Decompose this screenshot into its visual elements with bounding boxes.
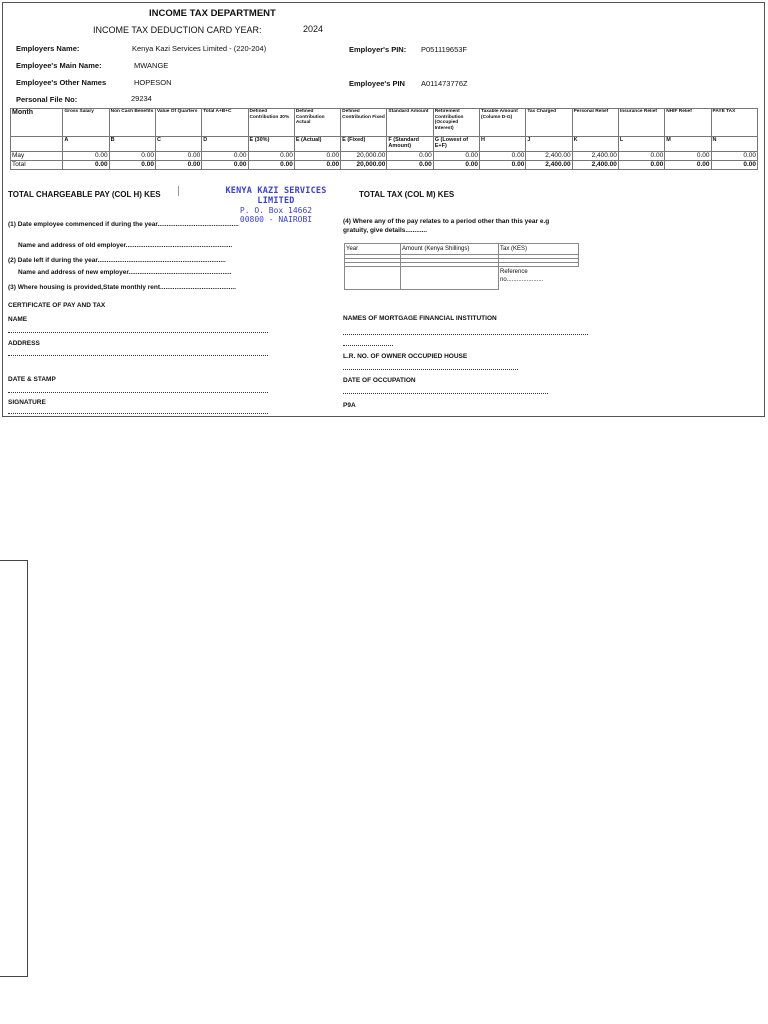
other-period-note: (4) Where any of the pay relates to a period other than this year e.g bbox=[343, 218, 550, 225]
date-occupation-label: DATE OF OCCUPATION bbox=[343, 377, 416, 384]
total-tax-label: TOTAL TAX (COL M) KES bbox=[359, 190, 455, 199]
total-cell: 0.00 bbox=[155, 161, 201, 170]
col-header-month: Month bbox=[11, 109, 63, 137]
cell: 0.00 bbox=[433, 152, 479, 161]
total-cell: 0.00 bbox=[109, 161, 155, 170]
reference-cell bbox=[499, 267, 579, 290]
date-occupation-line bbox=[343, 393, 548, 394]
col-header: Defined Contribution Actual bbox=[294, 109, 340, 137]
lr-no-label: L.R. NO. OF OWNER OCCUPIED HOUSE bbox=[343, 353, 468, 360]
col-header: NHIF Relief bbox=[665, 109, 711, 137]
date-left-field: (2) Date left if during the year....................................................................... bbox=[8, 257, 226, 264]
total-cell: 0.00 bbox=[248, 161, 294, 170]
card-title: INCOME TAX DEDUCTION CARD YEAR: bbox=[93, 25, 262, 35]
employer-name-value: Kenya Kazi Services Limited - (220-204) bbox=[132, 44, 267, 53]
stamp-line-1: KENYA KAZI SERVICES LIMITED bbox=[225, 186, 327, 206]
col-letter: E (Fixed) bbox=[341, 137, 387, 152]
personal-file-no-value: 29234 bbox=[131, 94, 152, 103]
cell: 0.00 bbox=[387, 152, 433, 161]
employer-pin-label: Employer's PIN: bbox=[349, 45, 407, 54]
tax-deduction-card bbox=[2, 2, 765, 417]
other-period-header bbox=[345, 244, 579, 255]
total-cell: 2,400.00 bbox=[526, 161, 572, 170]
mortgage-institution-label: NAMES OF MORTGAGE FINANCIAL INSTITUTION bbox=[343, 315, 497, 322]
total-cell: 0.00 bbox=[618, 161, 664, 170]
col-header: Gross Salary bbox=[63, 109, 109, 137]
name-line bbox=[8, 332, 268, 333]
housing-rent-field: (3) Where housing is provided,State monthly rent.......................................... bbox=[8, 284, 236, 291]
employee-main-name-label: Employee's Main Name: bbox=[16, 61, 102, 70]
stamp-line-3: 00800 - NAIROBI bbox=[239, 215, 313, 224]
employee-main-name-value: MWANGE bbox=[134, 61, 169, 70]
col-letter: K bbox=[572, 137, 618, 152]
signature-label: SIGNATURE bbox=[8, 399, 46, 406]
col-header: Non Cash Benefits bbox=[109, 109, 155, 137]
total-cell: 0.00 bbox=[665, 161, 711, 170]
total-cell: 0.00 bbox=[480, 161, 526, 170]
employer-pin-value: P051119653F bbox=[421, 45, 468, 54]
cell: 0.00 bbox=[618, 152, 664, 161]
total-cell: 0.00 bbox=[63, 161, 109, 170]
total-chargeable-pay-label: TOTAL CHARGEABLE PAY (COL H) KES bbox=[8, 190, 161, 199]
cell: 0.00 bbox=[63, 152, 109, 161]
cell: 0.00 bbox=[480, 152, 526, 161]
col-header: Defined Contribution Fixed bbox=[341, 109, 387, 137]
date-stamp-label: DATE & STAMP bbox=[8, 376, 56, 383]
total-label: Total bbox=[11, 161, 63, 170]
employee-pin-value: A011473776Z bbox=[421, 79, 468, 88]
col-letter: E (30%) bbox=[248, 137, 294, 152]
total-cell: 2,400.00 bbox=[572, 161, 618, 170]
col-header: Tax Charged bbox=[526, 109, 572, 137]
department-title: INCOME TAX DEPARTMENT bbox=[149, 8, 276, 19]
col-amount: Amount (Kenya Shillings) bbox=[401, 244, 499, 255]
card-year: 2024 bbox=[303, 24, 324, 34]
col-letter: B bbox=[109, 137, 155, 152]
cell: 0.00 bbox=[202, 152, 248, 161]
col-letter: M bbox=[665, 137, 711, 152]
form-code: P9A bbox=[343, 402, 356, 409]
col-letter: E (Actual) bbox=[294, 137, 340, 152]
personal-file-no-label: Personal File No: bbox=[16, 95, 78, 104]
cell: 0.00 bbox=[248, 152, 294, 161]
col-letter: C bbox=[155, 137, 201, 152]
reference-no: no...................... bbox=[500, 277, 544, 283]
date-stamp-line bbox=[8, 392, 268, 393]
deduction-table bbox=[10, 108, 758, 170]
address-label: ADDRESS bbox=[8, 340, 40, 347]
col-header: Taxable Amount (Column D-G) bbox=[480, 109, 526, 137]
name-label: NAME bbox=[8, 316, 28, 323]
cell: 2,400.00 bbox=[572, 152, 618, 161]
reference-label: Reference bbox=[500, 269, 528, 275]
col-letter: N bbox=[711, 137, 758, 152]
col-letter: F (Standard Amount) bbox=[387, 137, 433, 152]
cell: 20,000.00 bbox=[341, 152, 387, 161]
col-header: Insurance Relief bbox=[618, 109, 664, 137]
lr-no-line bbox=[343, 369, 518, 370]
col-header: Value Of Quarters bbox=[155, 109, 201, 137]
cell: 0.00 bbox=[294, 152, 340, 161]
col-year: Year bbox=[345, 244, 401, 255]
stamp-line-2: P. O. Box 14662 bbox=[239, 206, 313, 215]
col-header: Personal Relief bbox=[572, 109, 618, 137]
total-cell: 0.00 bbox=[294, 161, 340, 170]
signature-line bbox=[8, 413, 268, 414]
col-letter: L bbox=[618, 137, 664, 152]
cell: 2,400.00 bbox=[526, 152, 572, 161]
col-letter: J bbox=[526, 137, 572, 152]
address-line bbox=[8, 355, 268, 356]
total-cell: 0.00 bbox=[202, 161, 248, 170]
col-header: Total A+B+C bbox=[202, 109, 248, 137]
cell: 0.00 bbox=[665, 152, 711, 161]
date-commenced-field: (1) Date employee commenced if during the year............................................. bbox=[8, 221, 239, 228]
divider bbox=[178, 186, 179, 196]
col-header: Standard Amount bbox=[387, 109, 433, 137]
total-cell: 0.00 bbox=[711, 161, 758, 170]
column-letter-row bbox=[11, 137, 758, 152]
row-month: May bbox=[11, 152, 63, 161]
cell: 0.00 bbox=[711, 152, 758, 161]
mortgage-institution-line-2 bbox=[343, 345, 393, 346]
certificate-title: CERTIFICATE OF PAY AND TAX bbox=[8, 302, 106, 309]
total-row bbox=[11, 161, 758, 170]
col-tax: Tax (KES) bbox=[499, 244, 579, 255]
col-header: Retirement Contribution (Occupied Interest) bbox=[433, 109, 479, 137]
reference-row bbox=[345, 267, 579, 290]
col-header: PAYE TAX bbox=[711, 109, 758, 137]
other-period-table bbox=[344, 243, 579, 290]
employee-other-names-value: HOPESON bbox=[134, 78, 172, 87]
mortgage-institution-line bbox=[343, 334, 588, 335]
employee-other-names-label: Employee's Other Names bbox=[16, 78, 107, 87]
company-stamp bbox=[211, 186, 341, 224]
cell: 0.00 bbox=[109, 152, 155, 161]
employer-name-label: Employers Name: bbox=[16, 44, 80, 53]
total-cell: 0.00 bbox=[433, 161, 479, 170]
employee-pin-label: Employee's PIN bbox=[349, 79, 405, 88]
old-employer-field: Name and address of old employer........................................................... bbox=[18, 242, 233, 249]
total-cell: 0.00 bbox=[387, 161, 433, 170]
col-letter: D bbox=[202, 137, 248, 152]
blank-side-box bbox=[0, 560, 28, 977]
cell: 0.00 bbox=[155, 152, 201, 161]
col-header: Defined Contribution 30% bbox=[248, 109, 294, 137]
col-letter bbox=[11, 137, 63, 152]
col-letter: A bbox=[63, 137, 109, 152]
total-cell: 20,000.00 bbox=[341, 161, 387, 170]
table-row bbox=[11, 152, 758, 161]
new-employer-field: Name and address of new employer......................................................... bbox=[18, 269, 232, 276]
col-letter: H bbox=[480, 137, 526, 152]
other-period-note-2: gratuity, give details............ bbox=[343, 227, 428, 234]
col-letter: G (Lowest of E+F) bbox=[433, 137, 479, 152]
table-header-row bbox=[11, 109, 758, 137]
